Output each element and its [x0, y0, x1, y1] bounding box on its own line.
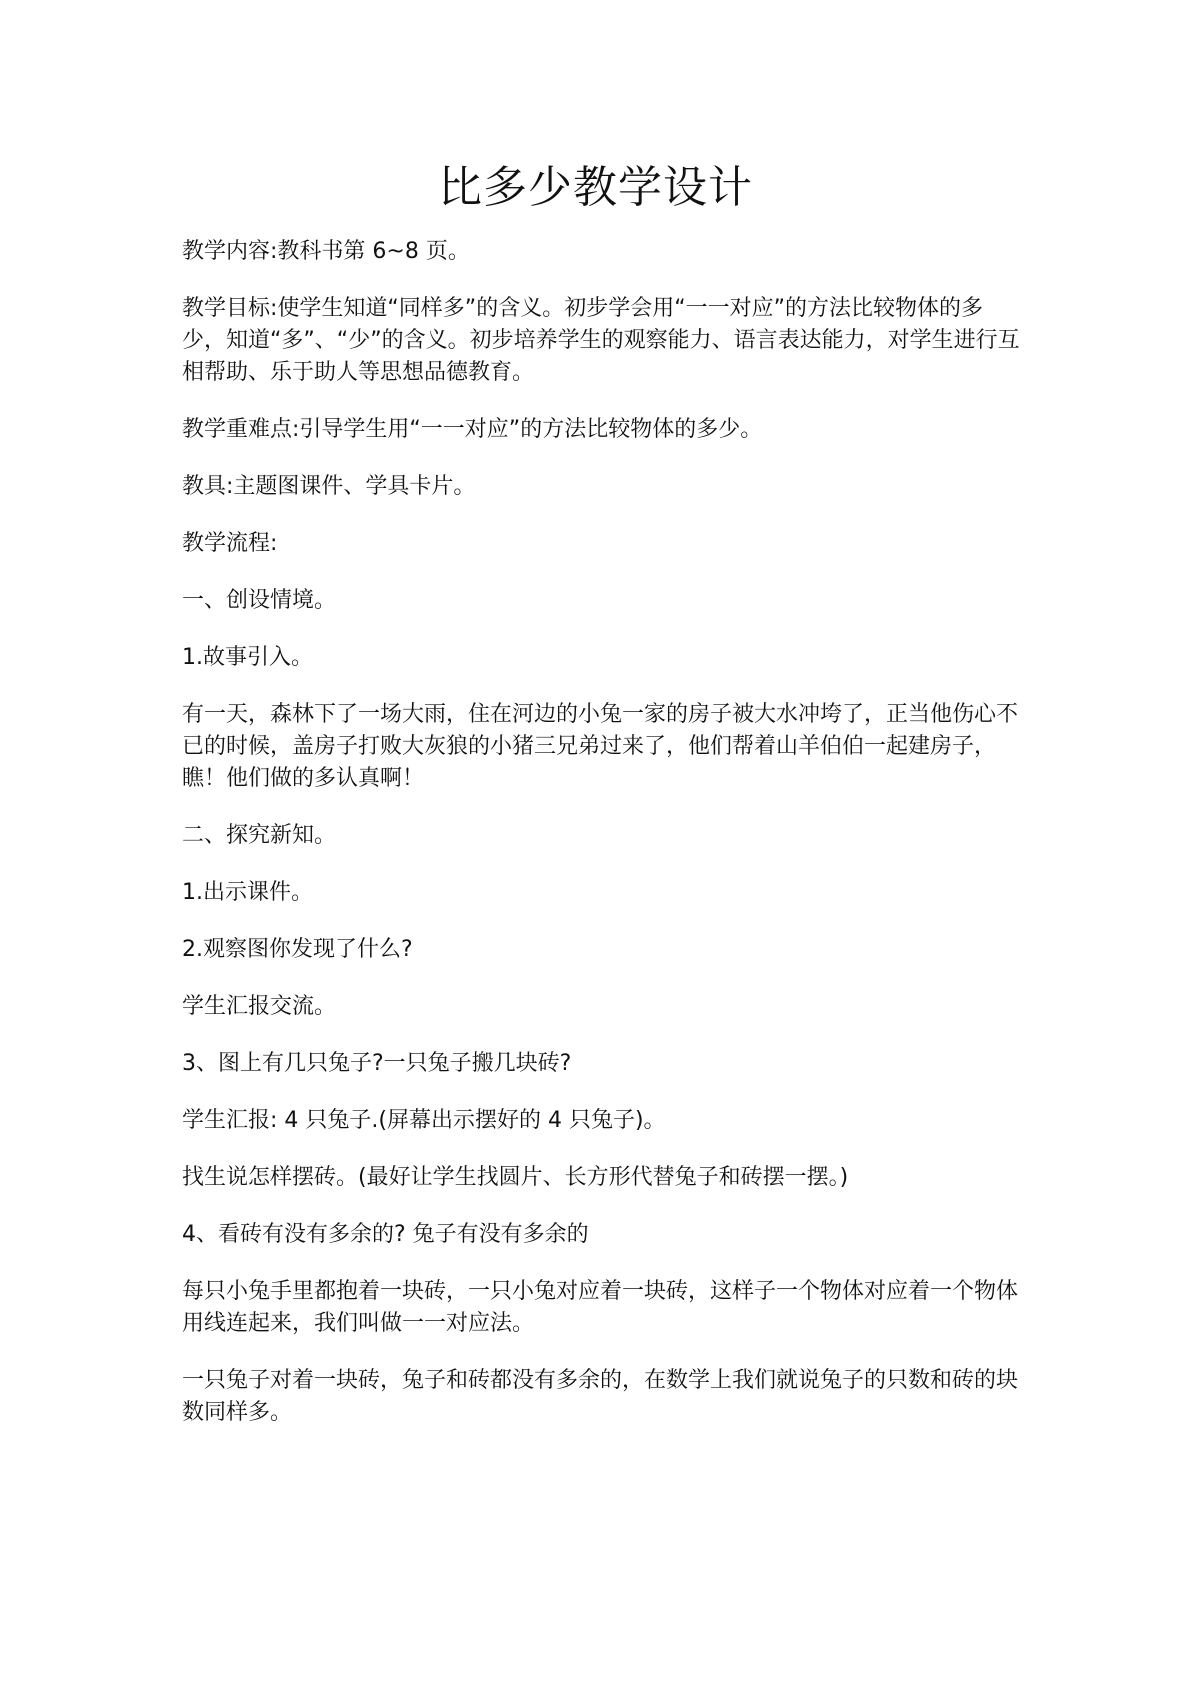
list-item: 4、看砖有没有多余的? 兔子有没有多余的: [182, 1222, 589, 1247]
section-heading-1: 一、创设情境。: [182, 588, 337, 613]
list-item: 2.观察图你发现了什么?: [182, 937, 413, 962]
document-title: 比多少教学设计: [438, 162, 753, 213]
list-item: 3、图上有几只兔子?一只兔子搬几块砖?: [182, 1051, 572, 1076]
document-body: [182, 236, 1022, 1454]
list-item: 1.故事引入。: [182, 645, 313, 670]
objectives-paragraph: 教学目标:使学生知道“同样多”的含义。初步学会用“一一对应”的方法比较物体的多少，知道“多”、“少”的含义。初步培养学生的观察能力、语言表达能力，对学生进行互相帮助、乐于助人等思想品德教育。: [182, 296, 1020, 385]
body-paragraph: 找生说怎样摆砖。(最好让学生找圆片、长方形代替兔子和砖摆一摆。): [182, 1165, 849, 1190]
list-item: 1.出示课件。: [182, 880, 313, 905]
body-paragraph: 学生汇报交流。: [182, 994, 337, 1019]
body-paragraph: 每只小兔手里都抱着一块砖，一只小兔对应着一块砖，这样子一个物体对应着一个物体用线连起来，我们叫做一一对应法。: [182, 1279, 1019, 1336]
body-paragraph: 学生汇报: 4 只兔子.(屏幕出示摆好的 4 只兔子)。: [182, 1108, 666, 1133]
body-paragraph: 一只兔子对着一块砖，兔子和砖都没有多余的，在数学上我们就说兔子的只数和砖的块数同样多。: [182, 1368, 1019, 1425]
key-points-paragraph: 教学重难点:引导学生用“一一对应”的方法比较物体的多少。: [182, 417, 763, 442]
section-heading-2: 二、探究新知。: [182, 823, 337, 848]
process-heading: 教学流程:: [182, 531, 278, 556]
teaching-aids-paragraph: 教具:主题图课件、学具卡片。: [182, 474, 476, 499]
content-paragraph: 教学内容:教科书第 6~8 页。: [182, 239, 470, 264]
story-paragraph: 有一天，森林下了一场大雨，住在河边的小兔一家的房子被大水冲垮了，正当他伤心不已的时候，盖房子打败大灰狼的小猪三兄弟过来了，他们帮着山羊伯伯一起建房子，瞧！他们做的多认真啊！: [182, 702, 1019, 791]
